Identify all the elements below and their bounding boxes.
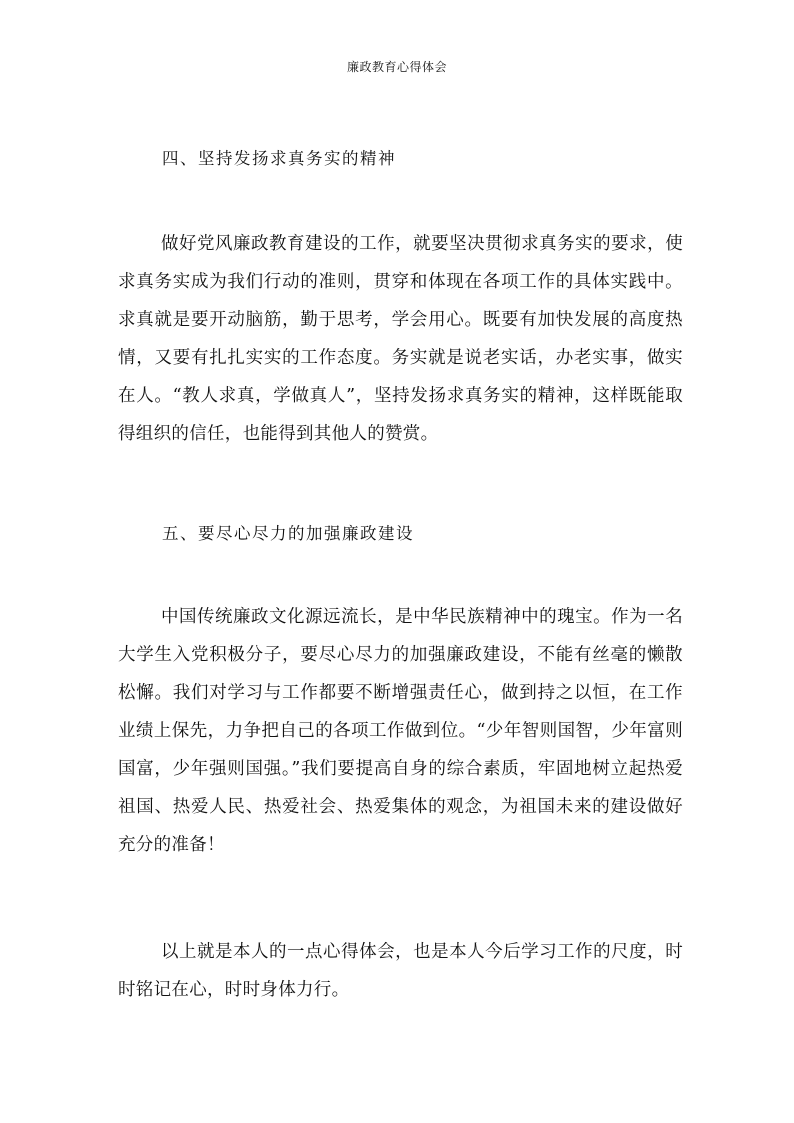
section-heading-5: 五、要尽心尽力的加强廉政建设: [162, 524, 414, 543]
page-header-title: 廉政教育心得体会: [346, 60, 447, 74]
section-paragraph-4: 做好党风廉政教育建设的工作，就要坚决贯彻求真务实的要求，使求真务实成为我们行动的准则，贯穿和体现在各项工作的具体实践中。求真就是要开动脑筋，勤于思考，学会用心。既要有加快发展的高度热情，又要有扎扎实实的工作态度。务实就是说老实话，办老实事，做实在人。“教人求真，学做真人”，坚持发扬求真务实的精神，这样既能取得组织的信任，也能得到其他人的赞赏。: [118, 234, 683, 444]
closing-paragraph: 以上就是本人的一点心得体会，也是本人今后学习工作的尺度，时时铭记在心，时时身体力行。: [118, 942, 683, 1000]
section-heading-4: 四、坚持发扬求真务实的精神: [162, 149, 396, 168]
section-paragraph-5: 中国传统廉政文化源远流长，是中华民族精神中的瑰宝。作为一名大学生入党积极分子，要尽心尽力的加强廉政建设，不能有丝毫的懒散松懈。我们对学习与工作都要不断增强责任心，做到持之以恒，在工作业绩上保先，力争把自己的各项工作做到位。“少年智则国智，少年富则国富，少年强则国强。”我们要提高自身的综合素质，牢固地树立起热爱祖国、热爱人民、热爱社会、热爱集体的观念，为祖国未来的建设做好充分的准备！: [118, 607, 683, 855]
